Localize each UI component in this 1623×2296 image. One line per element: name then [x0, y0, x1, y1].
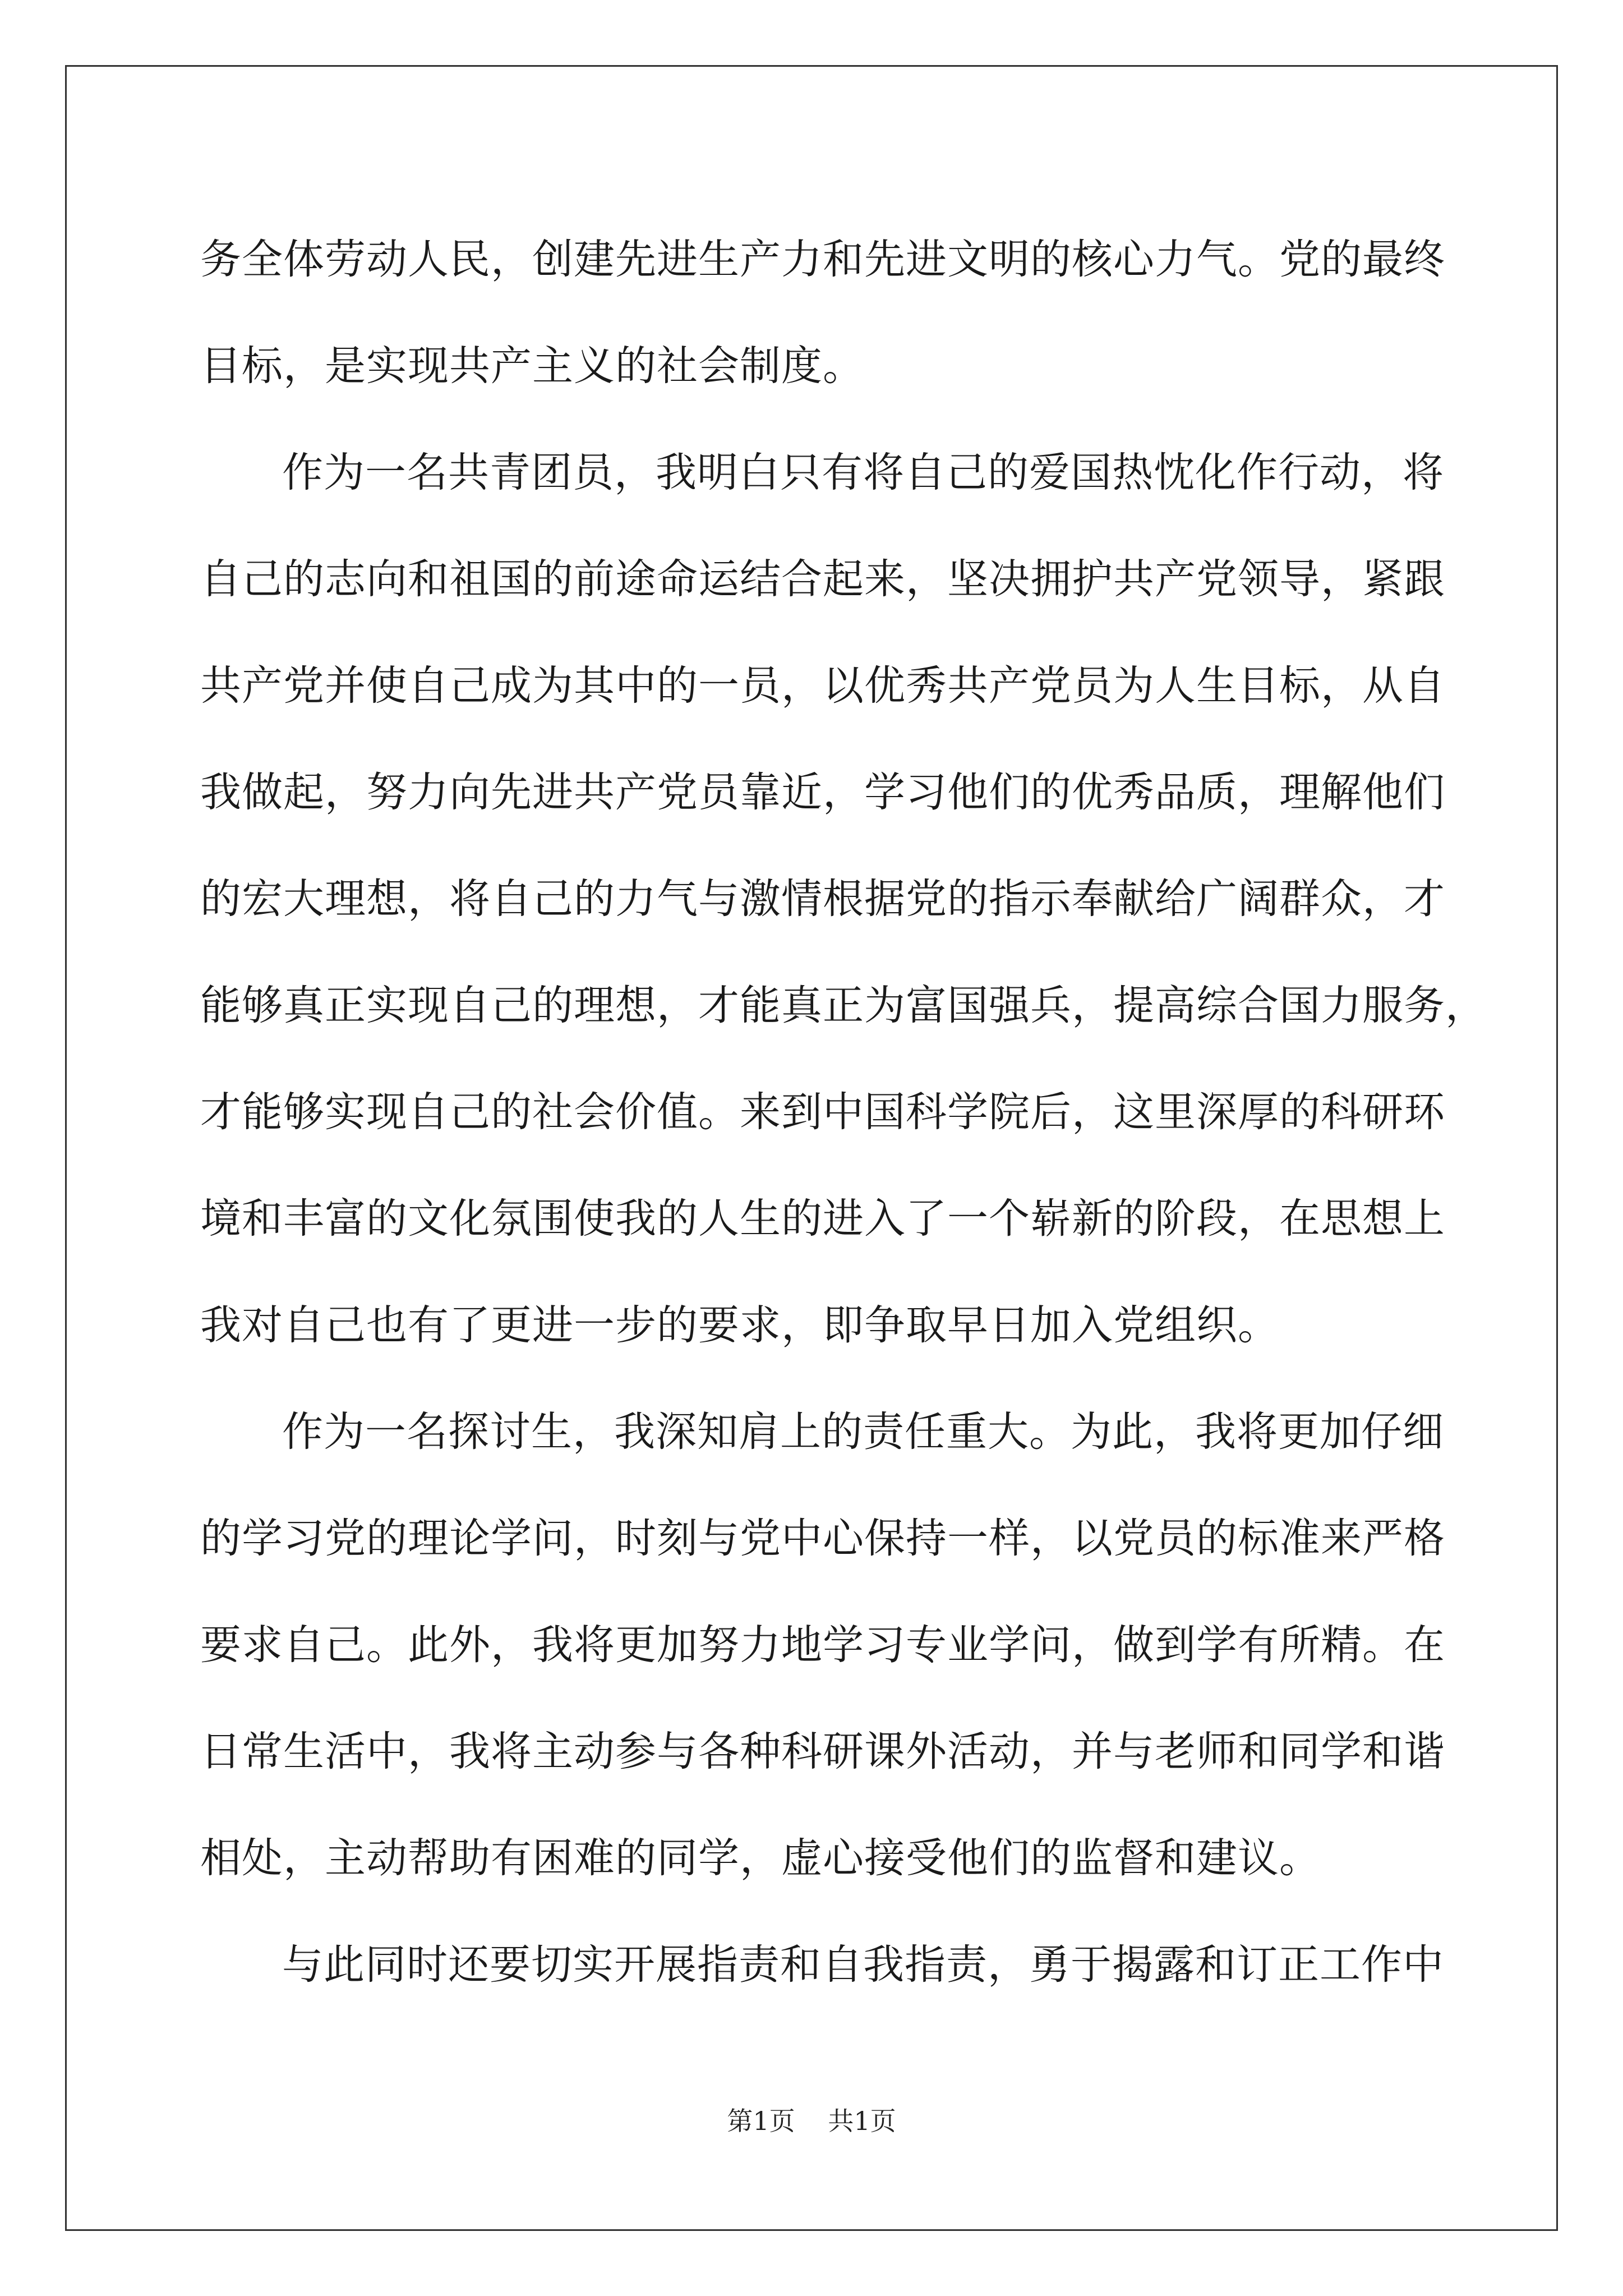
- text-line: 要求自己。此外，我将更加努力地学习专业学问，做到学有所精。在: [200, 1621, 1445, 1669]
- page-total: 共1页: [828, 2106, 896, 2136]
- text-line: 才能够实现自己的社会价值。来到中国科学院后，这里深厚的科研环: [200, 1088, 1445, 1136]
- paragraph-2: [200, 420, 1487, 1379]
- text-line: 作为一名共青团员，我明白只有将自己的爱国热忱化作行动，将: [282, 449, 1444, 496]
- text-line: 我做起，努力向先进共产党员靠近，学习他们的优秀品质，理解他们: [200, 769, 1445, 816]
- text-line: 目标，是实现共产主义的社会制度。: [200, 342, 864, 390]
- text-line: 相处，主动帮助有困难的同学，虚心接受他们的监督和建议。: [200, 1834, 1321, 1882]
- text-line: 共产党并使自己成为其中的一员，以优秀共产党员为人生目标，从自: [200, 662, 1445, 710]
- paragraph-1: [200, 206, 1445, 420]
- page-footer: [0, 2101, 1623, 2138]
- text-line: 自己的志向和祖国的前途命运结合起来，坚决拥护共产党领导，紧跟: [200, 555, 1445, 603]
- text-line: 作为一名探讨生，我深知肩上的责任重大。为此，我将更加仔细: [282, 1408, 1444, 1456]
- paragraph-3: [200, 1379, 1445, 1912]
- text-line: 与此同时还要切实开展指责和自我指责，勇于揭露和订正工作中: [282, 1941, 1444, 1989]
- text-line: 能够真正实现自己的理想，才能真正为富国强兵，提高综合国力服务，: [200, 982, 1487, 1029]
- page-number: 第1页: [727, 2106, 795, 2136]
- text-line: 境和丰富的文化氛围使我的人生的进入了一个崭新的阶段，在思想上: [200, 1195, 1445, 1243]
- text-line: 的宏大理想，将自己的力气与激情根据党的指示奉献给广阔群众，才: [200, 875, 1445, 923]
- text-line: 务全体劳动人民，创建先进生产力和先进文明的核心力气。党的最终: [200, 236, 1445, 283]
- text-line: 日常生活中，我将主动参与各种科研课外活动，并与老师和同学和谐: [200, 1728, 1445, 1775]
- document-body: [200, 206, 1487, 2018]
- text-line: 我对自己也有了更进一步的要求，即争取早日加入党组织。: [200, 1301, 1279, 1349]
- text-line: 的学习党的理论学问，时刻与党中心保持一样，以党员的标准来严格: [200, 1515, 1445, 1562]
- paragraph-4: [200, 1912, 1444, 2018]
